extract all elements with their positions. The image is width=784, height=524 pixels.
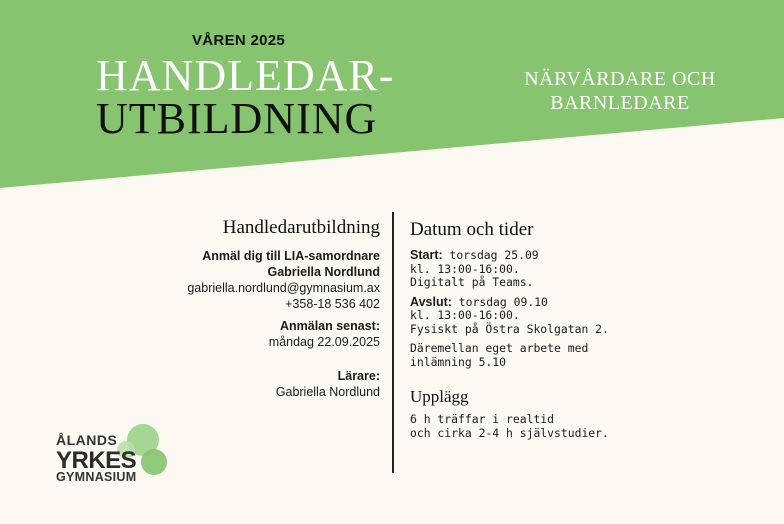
contact-column bbox=[140, 216, 380, 400]
school-logo bbox=[50, 420, 170, 490]
end-label: Avslut: bbox=[410, 294, 452, 309]
logo-word-1: ÅLANDS bbox=[56, 432, 118, 448]
between-line-1: Däremellan eget arbete med bbox=[410, 341, 589, 355]
end-location: Fysiskt på Östra Skolgatan 2. bbox=[410, 321, 609, 336]
layout-line-2: och cirka 2-4 h självstudier. bbox=[410, 425, 609, 440]
audience-line-1: NÄRVÅRDARE OCH bbox=[524, 68, 716, 90]
course-heading: Handledarutbildning bbox=[222, 217, 380, 238]
deadline-label: Anmälan senast: bbox=[279, 319, 380, 333]
start-line bbox=[410, 249, 740, 263]
start-time: kl. 13:00-16:00. bbox=[410, 261, 520, 276]
end-time: kl. 13:00-16:00. bbox=[410, 308, 520, 322]
contact-phone[interactable]: +358-18 536 402 bbox=[285, 297, 380, 311]
title-line-2: UTBILDNING bbox=[96, 94, 378, 143]
logo-word-2: YRKES bbox=[56, 447, 137, 474]
coordinator-name: Gabriella Nordlund bbox=[267, 265, 380, 279]
start-date: torsdag 25.09 bbox=[442, 248, 539, 262]
start-label: Start: bbox=[410, 248, 443, 262]
logo-word-3: GYMNASIUM bbox=[56, 470, 137, 484]
audience-line-2: BARNLEDARE bbox=[550, 92, 690, 114]
between-line-2: inlämning 5.10 bbox=[410, 354, 507, 369]
contact-email[interactable]: gabriella.nordlund@gymnasium.ax bbox=[187, 281, 380, 295]
register-text: Anmäl dig till LIA-samordnare bbox=[202, 249, 380, 263]
column-divider bbox=[392, 212, 394, 473]
season-label: VÅREN 2025 bbox=[192, 32, 286, 49]
layout-line-1: 6 h träffar i realtid bbox=[410, 412, 555, 426]
layout-heading: Upplägg bbox=[410, 387, 469, 406]
deadline-value: måndag 22.09.2025 bbox=[268, 335, 380, 349]
start-location: Digitalt på Teams. bbox=[410, 275, 534, 289]
end-date: torsdag 09.10 bbox=[451, 294, 548, 309]
schedule-heading: Datum och tider bbox=[410, 219, 534, 240]
title-line-1: HANDLEDAR- bbox=[96, 51, 395, 100]
schedule-column bbox=[410, 218, 740, 440]
teacher-value: Gabriella Nordlund bbox=[275, 385, 380, 399]
teacher-label: Lärare: bbox=[337, 369, 380, 383]
end-line bbox=[410, 296, 740, 310]
